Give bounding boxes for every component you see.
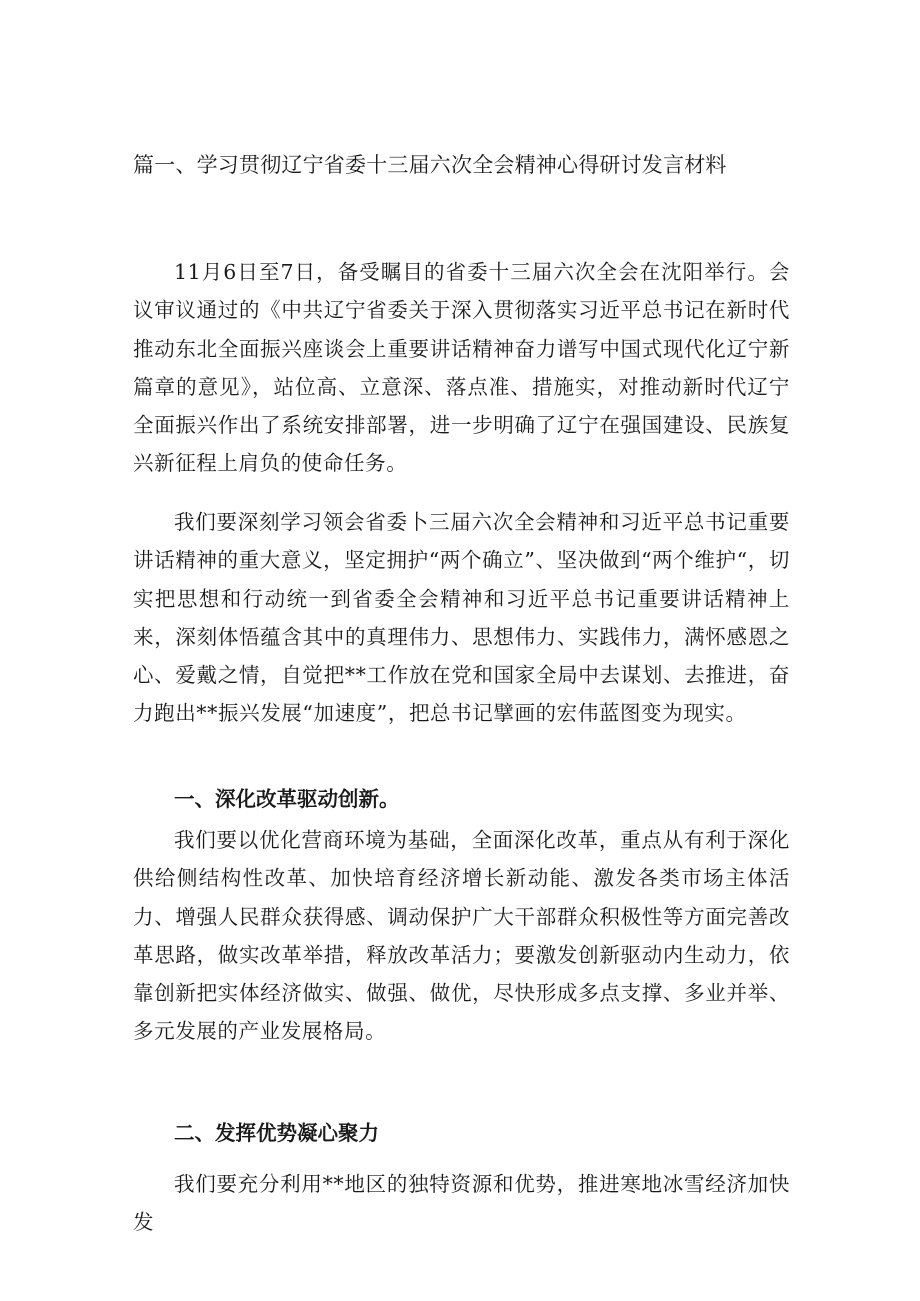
section-heading-advantages: 二、发挥优势凝心聚力 <box>174 1121 379 1145</box>
paragraph-resources-advantages: 我们要充分利用**地区的独特资源和优势，推进寒地冰雪经济加快发 <box>133 1172 790 1235</box>
paragraph-study-spirit: 我们要深刻学习领会省委卜三届六次全会精神和习近平总书记重要讲话精神的重大意义，坚定拥护“两个确立”、坚决做到“两个维护“，切实把思想和行动统一到省委全会精神和习近平总书记重要讲话精神上来，深刻体悟蕴含其中的真理伟力、思想伟力、实践伟力，满怀感恩之心、爱戴之情，自觉把**工作放在党和国家全局中去谋划、去推进，奋力跑出**振兴发展“加速度”，把总书记擘画的宏伟蓝图变为现实。 <box>133 510 790 726</box>
section-heading-reform: 一、深化改革驱动创新。 <box>174 787 400 811</box>
paragraph-plenary-meeting: 11月6日至7日，备受瞩目的省委十三届六次全会在沈阳举行。会议审议通过的《中共辽宁省委关于深入贯彻落实习近平总书记在新时代推动东北全面振兴座谈会上重要讲话精神奋力谱写中国式现代化辽宁新篇章的意见》，站位高、立意深、落点准、措施实，对推动新时代辽宁全面振兴作出了系统安排部署，进一步明确了辽宁在强国建设、民族复兴新征程上肩负的使命任务。 <box>133 260 790 476</box>
paragraph-reform-innovation: 我们要以优化营商环境为基础，全面深化改革，重点从有利于深化供给侧结构性改革、加快培育经济增长新动能、激发各类市场主体活力、增强人民群众获得感、调动保护广大干部群众积极性等方面完善改革思路，做实改革举措，释放改革活力；要激发创新驱动内生动力，依靠创新把实体经济做实、做强、做优，尽快形成多点支撑、多业并举、多元发展的产业发展格局。 <box>133 828 790 1044</box>
document-title: 篇一、学习贯彻辽宁省委十三届六次全会精神心得研讨发言材料 <box>133 153 727 177</box>
